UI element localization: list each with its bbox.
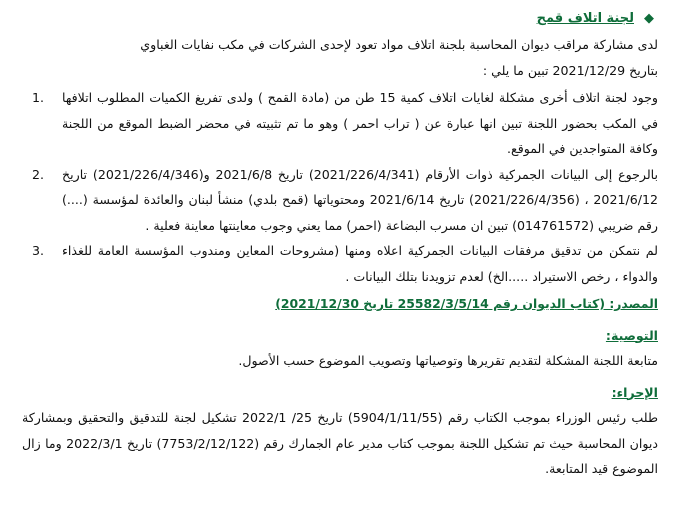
recommendation-title: التوصية: (605, 327, 658, 343)
finding-text: بالرجوع إلى البيانات الجمركية ذوات الأرقام (2021/226/4/341) تاريخ 2021/6/8 و(2021/226/4/346) تاريخ 2021/6/12 ، (2021/226/4/356) تاريخ 2021/6/14 ومحتوياتها (قمح بلدي) منشأ لبنان والعائدة لمؤسسة (....) رقم ضريبي (014761572) تبين ان مسرب البضاعة (احمر) مما يعني وجوب معاينتها معاينة فعلية . (62, 166, 658, 233)
section-title: لجنة اتلاف قمح (536, 11, 634, 27)
finding-text: لم نتمكن من تدقيق مرفقات البيانات الجمركية اعلاه ومنها (مشروحات المعاين ومندوب المؤسسة العامة للغذاء والدواء ، رخص الاستيراد .....الخ) لعدم تزويدنا بتلك البيانات . (62, 243, 658, 284)
action-text: طلب رئيس الوزراء بموجب الكتاب رقم (5904/1/11/55) تاريخ 25/ 2022/1 تشكيل لجنة للتدقيق والتحقيق وبمشاركة ديوان المحاسبة حيث تم تشكيل اللجنة بموجب كتاب مدير عام الجمارك رقم (7753/2/12/122) تاريخ 2022/3/1 وما زال الموضوع قيد المتابعة. (22, 410, 659, 476)
action-title: الإجراء: (611, 384, 658, 400)
recommendation-text: متابعة اللجنة المشكلة لتقديم تقريرها وتوصياتها وتصويب الموضوع حسب الأصول. (238, 353, 658, 368)
intro-paragraph: لدى مشاركة مراقب ديوان المحاسبة بلجنة اتلاف مواد تعود لإحدى الشركات في مكب نفايات الغباوي (140, 37, 658, 52)
diamond-bullet-icon: ◆ (644, 11, 654, 27)
finding-item-1 (22, 85, 658, 162)
source-reference: المصدر: (كتاب الديوان رقم 25582/3/5/14 تاريخ 2021/12/30) (275, 296, 658, 311)
finding-number: 3. (32, 243, 45, 258)
finding-item-2 (22, 162, 658, 239)
findings-list (22, 85, 658, 289)
intro-date-line: بتاريخ 2021/12/29 تبين ما يلي : (482, 62, 658, 78)
section-heading (22, 6, 658, 32)
finding-text: وجود لجنة اتلاف أخرى مشكلة لغايات اتلاف كمية 15 طن من (مادة القمح ) ولدى تفريغ الكميات المطلوب اتلافها في المكب بحضور اللجنة تبين انها عبارة عن ( تراب احمر ) وهو ما تم تثبيته في محضر الضبط الموقع من اللجنة وكافة المتواجدين في الموقع. (62, 90, 658, 156)
finding-item-3 (22, 238, 658, 289)
finding-number: 2. (32, 166, 45, 182)
finding-number: 1. (32, 90, 45, 105)
